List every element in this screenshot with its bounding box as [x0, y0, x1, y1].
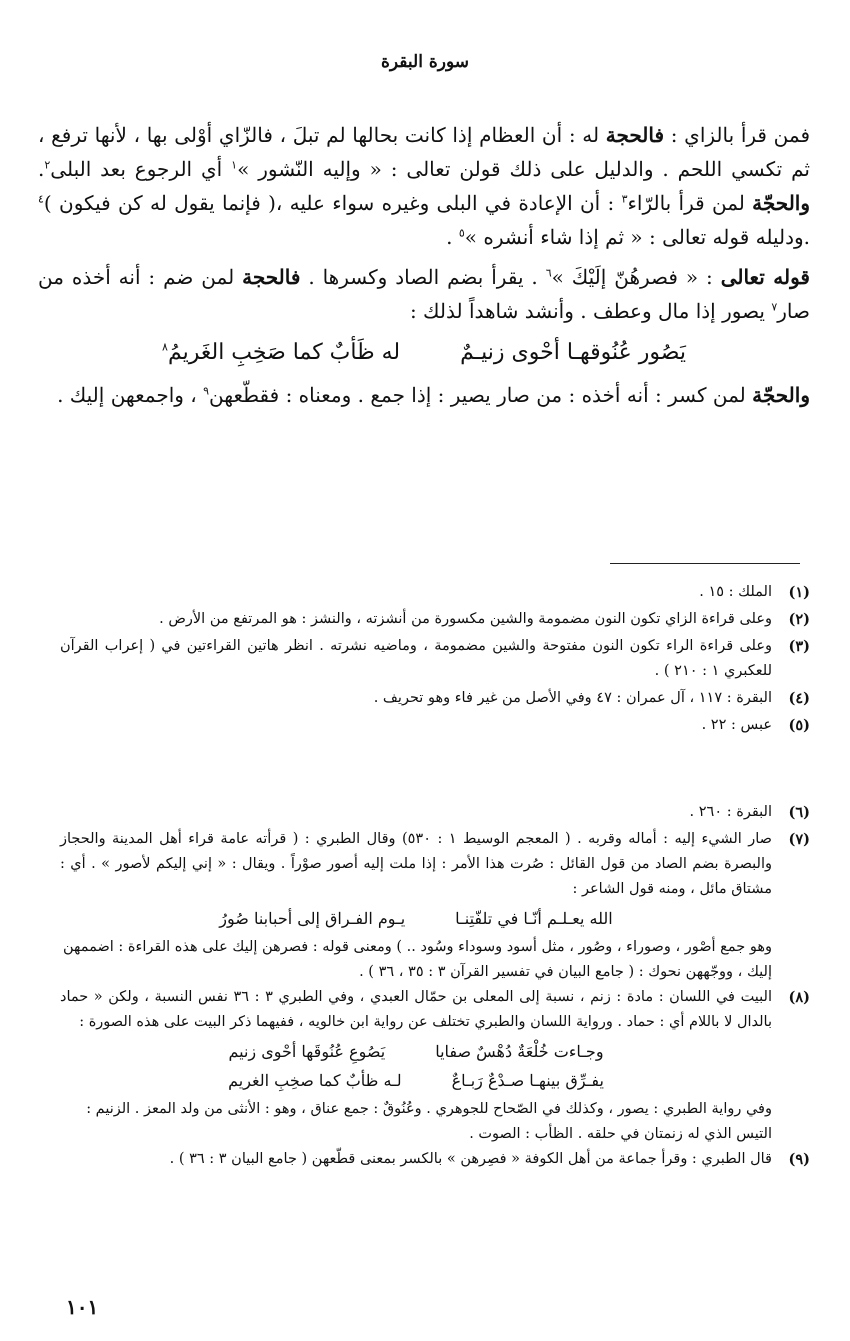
page-header: سورة البقرة	[381, 52, 469, 72]
keyword-hujja: والحجّة	[752, 383, 810, 407]
footnote-9: (٩) قال الطبري : وقرأ جماعة من أهل الكوفة « فصِرهن » بالكسر بمعنى قطّعهن ( جامع البيان ٣ : ٣٦ ) .	[169, 1151, 810, 1168]
footnote-marker: ١	[231, 158, 238, 172]
keyword-hujja: فالحجة	[242, 265, 301, 289]
footnote-3: (٣) وعلى قراءة الراء تكون النون مفتوحة والشين مضمومة ، وماضيه نشرته . انظر هاتين القراءتين في ( إعراب القرآن للعكبري ١ : ٢١٠ ) .	[60, 638, 810, 679]
footnote-marker: ٦	[545, 266, 552, 280]
footnote-marker: ٢	[44, 158, 51, 172]
verse-hemistich-second: له ظَأبٌ كما صَخِبِ الغَريمُ$^٨$	[162, 340, 401, 365]
footnote-separator	[610, 563, 800, 564]
poem-verse	[38, 336, 810, 370]
footnotes-block-1	[60, 580, 810, 740]
footnote-marker: ٩	[203, 384, 210, 398]
footnote-8: (٨) البيت في اللسان : مادة : زنم ، نسبة إلى المعلى بن حمّال العبدي ، وفي الطبري ٣ : ٣٦ نفس النسبة ، ولكن « حماد بالدال لا باللام أي : حماد . ورواية اللسان والطبري تختلف عن رواية ابن خالويه ، ففيهما ذكر البيت على هذه الصورة :	[60, 989, 810, 1030]
paragraph-zai-reading: فمن قرأ بالزاي : فالحجة له : أن العظام إذا كانت بحالها لم تبلَ ، فالزّاي أوْلى بها ، لأنها ترفع ، ثم تكسي اللحم . والدليل على ذلك قولن تعالى : « وإليه النّشور »$^١$ أي الرجوع بعد البلى$^٢$. والحجّة لمن قرأ بالرّاء$^٣$ : أن الإعادة في البلى وغيره سواء عليه ،( فإنما يقول له كن فيكون )$^٤$ .ودليله قوله تعالى : « ثم إذا شاء أنشره »$^٥$ .	[38, 123, 811, 249]
footnote-marker: ٧	[771, 300, 778, 314]
footnote-7-verse: الله يعـلـم أنّـا في تلفّتِنـا يـوم الفـراق إلى أحبابنا صُورُ	[219, 909, 613, 928]
footnote-marker: ٥	[458, 226, 465, 240]
footnote-2: (٢) وعلى قراءة الزاي تكون النون مضمومة والشين مكسورة من أنشزته ، والنشز : هو المرتفع من الأرض .	[159, 611, 810, 628]
footnote-7-continuation: وهو جمع أصْور ، وصوراء ، وصُور ، مثل أسود وسوداء وسُود .. ) ومعنى قوله : فصرهن إليك على هذه القراءة : اضممهن إليك ، ووجّههن نحوك : ( جامع البيان في تفسير القرآن ٣ : ٣٥ ، ٣٦ ) .	[62, 939, 772, 980]
footnote-8-verse-2: يفـرِّق بينهـا صـدْعٌ رَبـاعٌ لـه ظأبٌ كما صخِبِ الغريم	[228, 1071, 604, 1090]
paragraph-fa-surhunna: قوله تعالى : « فصرهُنّ إلَيْكَ »$^٦$ . يقرأ بضم الصاد وكسرها . فالحجة لمن ضم : أنه أخذه من صار$^٧$ يصور إذا مال وعطف . وأنشد شاهداً لذلك :	[38, 265, 810, 323]
footnote-8-continuation: وفي رواية الطبري : يصور ، وكذلك في الصّحاح للجوهري . وعُنُوقٌ : جمع عناق ، وهو : الأنثى من ولد المعز . الزنيم : التيس الذي له زنمتان في حلقه . الظأب : الصوت .	[86, 1101, 772, 1142]
footnote-marker: ٨	[162, 340, 168, 354]
verse-hemistich-first: يَصُور عُنُوقهـا أحْوى زنيـمٌ	[460, 340, 686, 365]
footnote-marker: ٤	[38, 192, 44, 206]
paragraph-kasr-reading: والحجّة لمن كسر : أنه أخذه : من صار يصير : إذا جمع . ومعناه : فقطّعهن$^٩$ ، واجمعهن إليك .	[57, 383, 810, 407]
footnote-5: (٥) عبس : ٢٢ .	[701, 717, 810, 734]
keyword-qawluhu: قوله تعالى	[720, 265, 810, 289]
footnote-4: (٤) البقرة : ١١٧ ، آل عمران : ٤٧ وفي الأصل من غير فاء وهو تحريف .	[373, 690, 810, 707]
footnotes-block-2	[60, 800, 810, 1174]
footnote-8-verse-1: وجـاءت خُلْعَةٌ دُهْسٌ صفايا يَصُوعِ عُنُوقَها أحْوى زنيم	[228, 1042, 604, 1061]
keyword-hujja: والحجّة	[752, 191, 811, 215]
page-number: ١٠١	[66, 1295, 99, 1319]
footnote-marker: ٣	[621, 192, 628, 206]
keyword-hujja: فالحجة	[605, 123, 665, 147]
main-text	[38, 118, 810, 418]
footnote-6: (٦) البقرة : ٢٦٠ .	[689, 804, 810, 821]
footnote-1: (١) الملك : ١٥ .	[699, 584, 810, 601]
footnote-7: (٧) صار الشيء إليه : أماله وقربه . ( المعجم الوسيط ١ : ٥٣٠) وقال الطبري : ( قرأته عامة قراء أهل المدينة والحجاز والبصرة بضم الصاد من قول القائل : صُرت هذا الأمر : إذا ملت إليه أصور صوْراً . ويقال : « إني إليكم لأصور » . أي : مشتاق مائل ، ومنه قول الشاعر :	[60, 831, 810, 897]
